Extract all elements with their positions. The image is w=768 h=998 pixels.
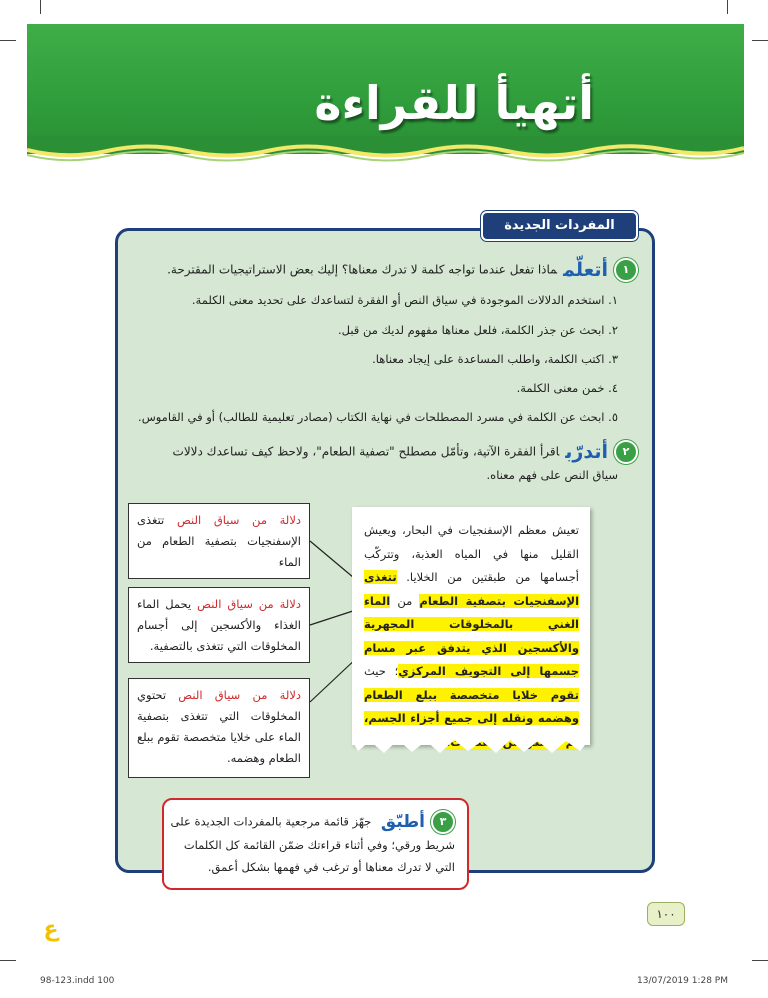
paragraph-paper: [352, 507, 590, 749]
footer-timestamp: 13/07/2019 1:28 PM: [637, 976, 728, 986]
strategy-item: ٥. ابحث عن الكلمة في مسرد المصطلحات في نهاية الكتاب (مصادر تعليمية للطالب) أو في القاموس.: [138, 410, 618, 424]
train-intro-line1: اقرأ الفقرة الآتية، وتأمّل مصطلح "تصفية الطعام"، ولاحظ كيف تساعدك دلالات: [172, 444, 560, 459]
apply-section-box: [162, 798, 469, 890]
paper-torn-edge: [352, 735, 590, 755]
strategy-item: ٣. اكتب الكلمة، واطلب المساعدة على إيجاد معناها.: [372, 352, 618, 366]
highlighted-text: تتغذى الإسفنجيات بتصفية الطعام: [364, 570, 580, 608]
page-number: ١٠٠: [647, 902, 685, 926]
paragraph-plain: من: [397, 593, 413, 608]
publisher-logo-icon: ع: [43, 917, 59, 942]
vocab-tab-label: المفردات الجديدة: [481, 211, 638, 241]
footer-file-name: 98-123.indd 100: [40, 976, 115, 986]
strategy-item: ٢. ابحث عن جذر الكلمة، فلعل معناها مفهوم لديك من قبل.: [337, 323, 618, 337]
clue-label: دلالة من سياق النص: [178, 688, 302, 702]
strategy-item: ١. استخدم الدلالات الموجودة في سياق النص أو الفقرة لتساعدك على تحديد معنى الكلمة.: [191, 293, 618, 307]
clue-text: تتغذى الإسفنجيات بتصفية الطعام من الماء: [137, 513, 301, 569]
lesson-title: أتهيأ للقراءة: [314, 76, 594, 130]
highlighted-text: الماء الغني بالمخلوقات المجهرية والأكسجين الذي يتدفق عبر مسام جسمها إلى التجويف المركزي: [364, 593, 579, 678]
learn-intro: ماذا تفعل عندما تواجه كلمة لا تدرك معناها؟ إليك بعض الاستراتيجيات المقترحة.: [167, 262, 558, 277]
paragraph-text: [364, 519, 579, 754]
learn-heading: أتعلّم: [563, 259, 608, 281]
highlighted-text: تقوم خلايا متخصصة ببلع الطعام وهضمه ونقله إلى جميع أجزاء الجسم، من: [364, 687, 579, 749]
clue-text: يحمل الماء الغذاء والأكسجين إلى أجسام المخلوقات التي تتغذى بالتصفية.: [137, 597, 301, 653]
paragraph-plain: ؛ حيث: [364, 664, 399, 678]
train-intro-line2: سياق النص على فهم معناه.: [486, 468, 618, 482]
train-heading: أتدرّب: [565, 441, 608, 463]
clue-label: دلالة من سياق النص: [176, 513, 301, 527]
paragraph-plain: تعيش معظم الإسفنجيات في البحار، ويعيش القليل منها في المياه العذبة، وتتركّب أجسامها من طبقتين من الخلايا.: [364, 523, 579, 584]
apply-text: جهّز قائمة مرجعية بالمفردات الجديدة على شريط ورقي؛ وفي أثناء قراءتك ضمّن القائمة كل الكلمات التي لا تدرك معناها أو ترغب في فهمها بشكل أعمق.: [170, 814, 455, 874]
apply-content: [170, 810, 455, 878]
clue-text: تحتوي المخلوقات التي تتغذى بتصفية الماء على خلايا متخصصة تقوم ببلع الطعام وهضمه.: [137, 688, 301, 765]
apply-heading: أطبّق: [380, 812, 425, 832]
section-number-badge: ٣: [431, 810, 455, 834]
section-number-badge: ٢: [614, 440, 638, 464]
strategy-item: ٤. خمن معنى الكلمة.: [516, 381, 618, 395]
section-number-badge: ١: [614, 258, 638, 282]
clue-label: دلالة من سياق النص: [197, 597, 301, 611]
